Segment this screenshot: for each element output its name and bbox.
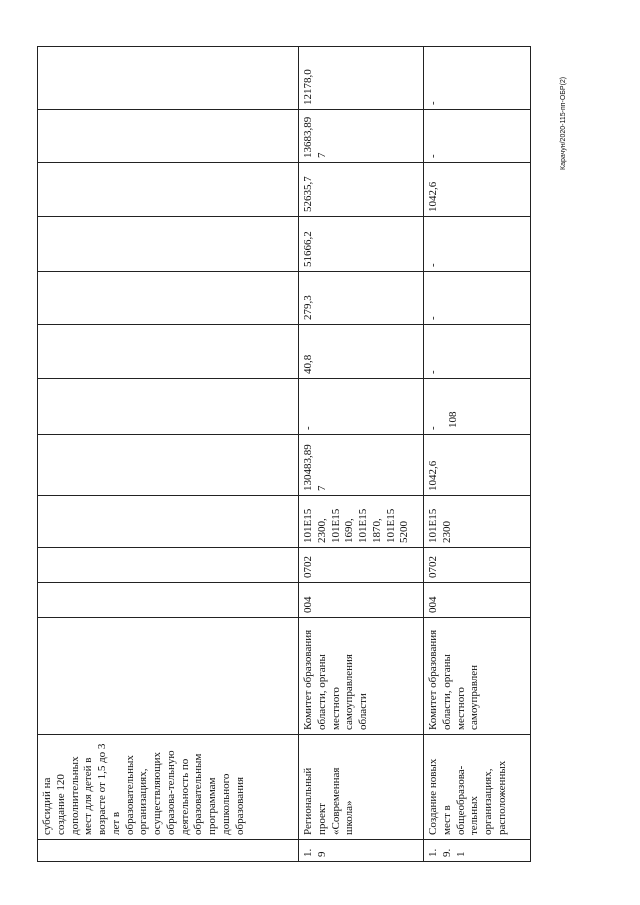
grbs-cell: 004: [299, 583, 424, 618]
year7-cell: -: [424, 47, 531, 110]
year2-cell: [38, 325, 299, 379]
year7-cell: 12178,0: [299, 47, 424, 110]
page-number: 108: [447, 411, 459, 428]
year1-cell: [38, 379, 299, 435]
year2-cell: -: [424, 325, 531, 379]
year5-cell: 1042,6: [424, 163, 531, 217]
table-row: [424, 47, 531, 862]
year5-cell: [38, 163, 299, 217]
csr-cell: [38, 496, 299, 548]
measure-name-cell: Региональный проект «Современная школа»: [299, 735, 424, 840]
side-document-code: Карачун/2020-115-пп-ОБР(2): [560, 76, 567, 170]
year7-cell: [38, 47, 299, 110]
rotated-table-wrapper: [37, 47, 525, 862]
year3-cell: [38, 272, 299, 325]
total-cell: 1042,6: [424, 435, 531, 496]
year6-cell: -: [424, 110, 531, 163]
year1-cell: -: [299, 379, 424, 435]
total-cell: [38, 435, 299, 496]
executor-cell: Комитет образования области, органы местного самоуправлен: [424, 618, 531, 735]
executor-cell: Комитет образования области, органы местного самоуправления области: [299, 618, 424, 735]
year5-cell: 52635,7: [299, 163, 424, 217]
row-number-cell: [38, 840, 299, 862]
csr-cell: 101E15 2300, 101E15 1690, 101E15 1870, 101E15 5200: [299, 496, 424, 548]
measure-name-cell: субсидий на создание 120 дополнительных мест для детей в возрасте от 1,5 до 3 лет в образовательных организациях, осуществляющих образова-тельную деятельность по образовательным программам дошкольного образования: [38, 735, 299, 840]
year3-cell: -: [424, 272, 531, 325]
year1-cell: -: [424, 379, 531, 435]
row-number-cell: 1.9.1: [424, 840, 531, 862]
year4-cell: [38, 217, 299, 272]
grbs-cell: [38, 583, 299, 618]
table-row: [38, 47, 299, 862]
executor-cell: [38, 618, 299, 735]
year2-cell: 40,8: [299, 325, 424, 379]
grbs-cell: 004: [424, 583, 531, 618]
year6-cell: 13683,897: [299, 110, 424, 163]
year3-cell: 279,3: [299, 272, 424, 325]
year6-cell: [38, 110, 299, 163]
rzpr-cell: 0702: [299, 548, 424, 583]
row-number-cell: 1.9: [299, 840, 424, 862]
year4-cell: 51666,2: [299, 217, 424, 272]
year4-cell: -: [424, 217, 531, 272]
csr-cell: 101E15 2300: [424, 496, 531, 548]
rzpr-cell: [38, 548, 299, 583]
measure-name-cell: Создание новых мест в общеобразова-тельных организациях, расположенных: [424, 735, 531, 840]
table-row: [299, 47, 424, 862]
budget-table: [37, 46, 531, 862]
total-cell: 130483,897: [299, 435, 424, 496]
rzpr-cell: 0702: [424, 548, 531, 583]
